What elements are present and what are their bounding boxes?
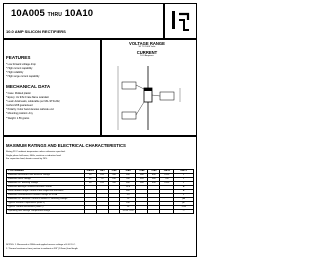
value-cell: A — [174, 190, 194, 194]
value-cell: 200 — [108, 174, 120, 178]
value-cell — [108, 210, 120, 214]
voltage-value: 50 TO 1000 Volts — [138, 46, 156, 48]
features-list — [6, 63, 39, 79]
rating-note: For capacitive load, derate current by 20%. — [6, 158, 48, 161]
value-cell: 50 — [84, 174, 96, 178]
current-label: CURRENT — [136, 49, 158, 55]
mechanical-item: * Mounting position: Any — [6, 112, 33, 116]
company-logo — [170, 9, 192, 33]
feature-item: * High surge current capability — [6, 75, 40, 79]
row-label-cell: Maximum Instantaneous Forward Voltage at 10.0A — [7, 194, 85, 198]
rating-note: Rating 25°C ambient temperature unless otherwise specified. — [6, 151, 66, 153]
value-cell: 100 — [120, 202, 136, 206]
page-subtitle: 10.0 AMP SILICON RECTIFIERS — [6, 29, 66, 34]
mechanical-item: * Weight: 1.56 grams — [6, 116, 30, 120]
value-cell: 10A6 — [136, 170, 148, 174]
value-cell: V — [174, 182, 194, 186]
value-cell: 800 — [148, 182, 160, 186]
value-cell: 10 — [120, 198, 136, 202]
row-label-cell: Maximum Average Forward Rectified Current — [7, 186, 85, 190]
mechanical-item: * Epoxy: UL 94V-0 rate flame retardant — [6, 96, 49, 100]
mechanical-heading: MECHANICAL DATA — [6, 84, 51, 89]
value-cell: 1000 — [160, 174, 174, 178]
value-cell: 280 — [120, 178, 136, 182]
mechanical-item: * Polarity: Color band denotes cathode end — [6, 108, 54, 112]
table-notes — [6, 244, 78, 251]
value-cell: A — [174, 186, 194, 190]
mechanical-list — [6, 92, 60, 121]
value-cell: 10A10 — [160, 170, 174, 174]
table-note: 2. Thermal resistance from junction to ambient at 3/8" (9.5mm) lead length — [6, 247, 78, 250]
value-cell: 10A2 — [108, 170, 120, 174]
value-cell: 70 — [96, 178, 108, 182]
value-cell: 50 — [84, 182, 96, 186]
page-title: 10A005 THRU 10A10 — [11, 8, 94, 19]
value-cell: °C/W — [174, 206, 194, 210]
value-cell: 10.0 — [120, 186, 136, 190]
value-cell: 600 — [136, 182, 148, 186]
ratings-heading: MAXIMUM RATINGS AND ELECTRICAL CHARACTERISTICS — [6, 143, 126, 148]
feature-item: * High current capability — [6, 67, 33, 71]
feature-item: * High reliability — [6, 71, 24, 75]
value-cell: 10 — [120, 206, 136, 210]
mechanical-item: method 208 guaranteed — [6, 104, 33, 108]
rating-note: Single phase half wave, 60Hz, resistive or inductive load. — [6, 154, 62, 157]
row-label-cell: Peak Forward Surge Current 8.3ms single half sine-wave — [7, 190, 85, 194]
value-cell: 600 — [120, 190, 136, 194]
table-note: NOTES: 1. Measured at 1MHz and applied reverse voltage of 4.0V D.C. — [6, 244, 76, 246]
mechanical-item: * Lead: Axial leads, solderable per MIL-STD-202, — [6, 100, 61, 104]
row-label-cell: Maximum DC Blocking Voltage — [7, 182, 85, 186]
value-cell: 560 — [148, 178, 160, 182]
row-label-cell: Typical Junction Capacitance (Note 1) — [7, 202, 85, 206]
ratings-notes — [6, 151, 65, 162]
mechanical-item: * Case: Molded plastic — [6, 92, 31, 95]
row-label-cell: Typical Thermal Resistance (Note 2) — [7, 206, 85, 210]
value-cell: 100 — [96, 174, 108, 178]
current-value: 10.0 Amperes — [140, 54, 154, 57]
value-cell: 400 — [120, 182, 136, 186]
table-row — [7, 210, 194, 214]
value-cell: 10A8 — [148, 170, 160, 174]
value-cell: 140 — [108, 178, 120, 182]
row-label-cell: Operating and Storage Temperature Range — [7, 210, 85, 214]
row-label-cell: Maximum RMS Voltage — [7, 178, 85, 182]
value-cell: pF — [174, 202, 194, 206]
feature-item: * Low forward voltage drop — [6, 63, 36, 66]
value-cell: V — [174, 174, 194, 178]
features-heading: FEATURES — [6, 55, 31, 60]
value-cell — [84, 210, 96, 214]
value-cell: 600 — [136, 174, 148, 178]
value-cell: 800 — [148, 174, 160, 178]
value-cell: UNITS — [174, 170, 194, 174]
value-cell: °C — [174, 210, 194, 214]
voltage-label: VOLTAGE RANGE — [129, 41, 165, 46]
value-cell: V — [174, 178, 194, 182]
value-cell — [136, 210, 148, 214]
value-cell — [96, 210, 108, 214]
value-cell: 1000 — [160, 182, 174, 186]
voltage-current-box — [118, 41, 176, 58]
value-cell: µA — [174, 198, 194, 202]
ratings-table — [6, 169, 194, 214]
value-cell: 10A4 — [120, 170, 136, 174]
value-cell: V — [174, 194, 194, 198]
value-cell: 10A1 — [96, 170, 108, 174]
value-cell: 1.0 — [120, 194, 136, 198]
value-cell — [160, 210, 174, 214]
row-label-cell: Maximum DC Reverse Current at Rated DC Blocking Voltage — [7, 198, 85, 202]
row-label-cell: TYPE NUMBER — [7, 170, 85, 174]
value-cell — [148, 210, 160, 214]
value-cell: 200 — [108, 182, 120, 186]
value-cell: 10A005 — [84, 170, 96, 174]
value-cell: 420 — [136, 178, 148, 182]
value-cell: 400 — [120, 174, 136, 178]
value-cell: -65 to +150 — [120, 210, 136, 214]
row-label-cell: Maximum Recurrent Peak Reverse Voltage — [7, 174, 85, 178]
value-cell: 700 — [160, 178, 174, 182]
package-outline-drawing — [110, 62, 190, 134]
value-cell: 35 — [84, 178, 96, 182]
value-cell: 100 — [96, 182, 108, 186]
